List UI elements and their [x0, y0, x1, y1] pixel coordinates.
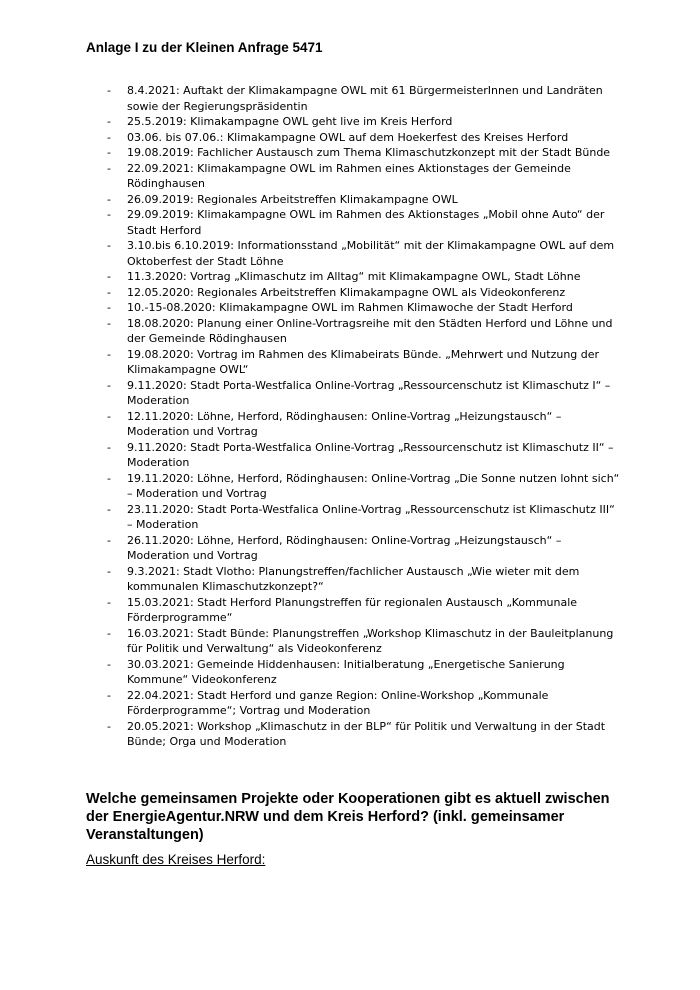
event-list [100, 83, 620, 750]
list-item: - 3.10.bis 6.10.2019: Informationsstand „Mobilität“ mit der Klimakampagne OWL auf dem Oktoberfest der Stadt Löhne [100, 238, 620, 269]
list-item: - 9.11.2020: Stadt Porta-Westfalica Online-Vortrag „Ressourcenschutz ist Klimaschutz II“ – Moderation [100, 440, 620, 471]
list-item: - 25.5.2019: Klimakampagne OWL geht live im Kreis Herford [100, 114, 620, 130]
list-item: - 18.08.2020: Planung einer Online-Vortragsreihe mit den Städten Herford und Löhne und der Gemeinde Rödinghausen [100, 316, 620, 347]
list-item: - 11.3.2020: Vortrag „Klimaschutz im Alltag“ mit Klimakampagne OWL, Stadt Löhne [100, 269, 620, 285]
list-item: - 22.04.2021: Stadt Herford und ganze Region: Online-Workshop „Kommunale Förderprogramme“; Vortrag und Moderation [100, 688, 620, 719]
list-item: - 26.09.2019: Regionales Arbeitstreffen Klimakampagne OWL [100, 192, 620, 208]
list-item: - 15.03.2021: Stadt Herford Planungstreffen für regionalen Austausch „Kommunale Förderprogramme“ [100, 595, 620, 626]
list-item: - 16.03.2021: Stadt Bünde: Planungstreffen „Workshop Klimaschutz in der Bauleitplanung für Politik und Verwaltung“ als Videokonferenz [100, 626, 620, 657]
question-heading: Welche gemeinsamen Projekte oder Kooperationen gibt es aktuell zwischen der EnergieAgentur.NRW und dem Kreis Herford? (inkl. gemeinsamer Veranstaltungen) [86, 791, 610, 843]
list-item: - 19.08.2019: Fachlicher Austausch zum Thema Klimaschutzkonzept mit der Stadt Bünde [100, 145, 620, 161]
list-item: - 22.09.2021: Klimakampagne OWL im Rahmen eines Aktionstages der Gemeinde Rödinghausen [100, 161, 620, 192]
list-item: - 20.05.2021: Workshop „Klimaschutz in der BLP“ für Politik und Verwaltung in der Stadt Bünde; Orga und Moderation [100, 719, 620, 750]
list-item: - 23.11.2020: Stadt Porta-Westfalica Online-Vortrag „Ressourcenschutz ist Klimaschutz III“ – Moderation [100, 502, 620, 533]
list-item: - 19.08.2020: Vortrag im Rahmen des Klimabeirats Bünde. „Mehrwert und Nutzung der Klimakampagne OWL“ [100, 347, 620, 378]
list-item: - 9.11.2020: Stadt Porta-Westfalica Online-Vortrag „Ressourcenschutz ist Klimaschutz I“ – Moderation [100, 378, 620, 409]
document-title: Anlage I zu der Kleinen Anfrage 5471 [86, 40, 323, 55]
list-item: - 9.3.2021: Stadt Vlotho: Planungstreffen/fachlicher Austausch „Wie wieter mit dem kommunalen Klimaschutzkonzept?“ [100, 564, 620, 595]
list-item: - 12.11.2020: Löhne, Herford, Rödinghausen: Online-Vortrag „Heizungstausch“ – Moderation und Vortrag [100, 409, 620, 440]
list-item: - 8.4.2021: Auftakt der Klimakampagne OWL mit 61 BürgermeisterInnen und Landräten sowie der Regierungspräsidentin [100, 83, 620, 114]
list-item: - 29.09.2019: Klimakampagne OWL im Rahmen des Aktionstages „Mobil ohne Auto“ der Stadt Herford [100, 207, 620, 238]
list-item: - 12.05.2020: Regionales Arbeitstreffen Klimakampagne OWL als Videokonferenz [100, 285, 620, 301]
list-item: - 10.-15-08.2020: Klimakampagne OWL im Rahmen Klimawoche der Stadt Herford [100, 300, 620, 316]
answer-subheading: Auskunft des Kreises Herford: [86, 852, 266, 867]
list-item: - 19.11.2020: Löhne, Herford, Rödinghausen: Online-Vortrag „Die Sonne nutzen lohnt sich“ – Moderation und Vortrag [100, 471, 620, 502]
list-item: - 03.06. bis 07.06.: Klimakampagne OWL auf dem Hoekerfest des Kreises Herford [100, 130, 620, 146]
list-item: - 26.11.2020: Löhne, Herford, Rödinghausen: Online-Vortrag „Heizungstausch“ – Moderation und Vortrag [100, 533, 620, 564]
list-item: - 30.03.2021: Gemeinde Hiddenhausen: Initialberatung „Energetische Sanierung Kommune“ Videokonferenz [100, 657, 620, 688]
